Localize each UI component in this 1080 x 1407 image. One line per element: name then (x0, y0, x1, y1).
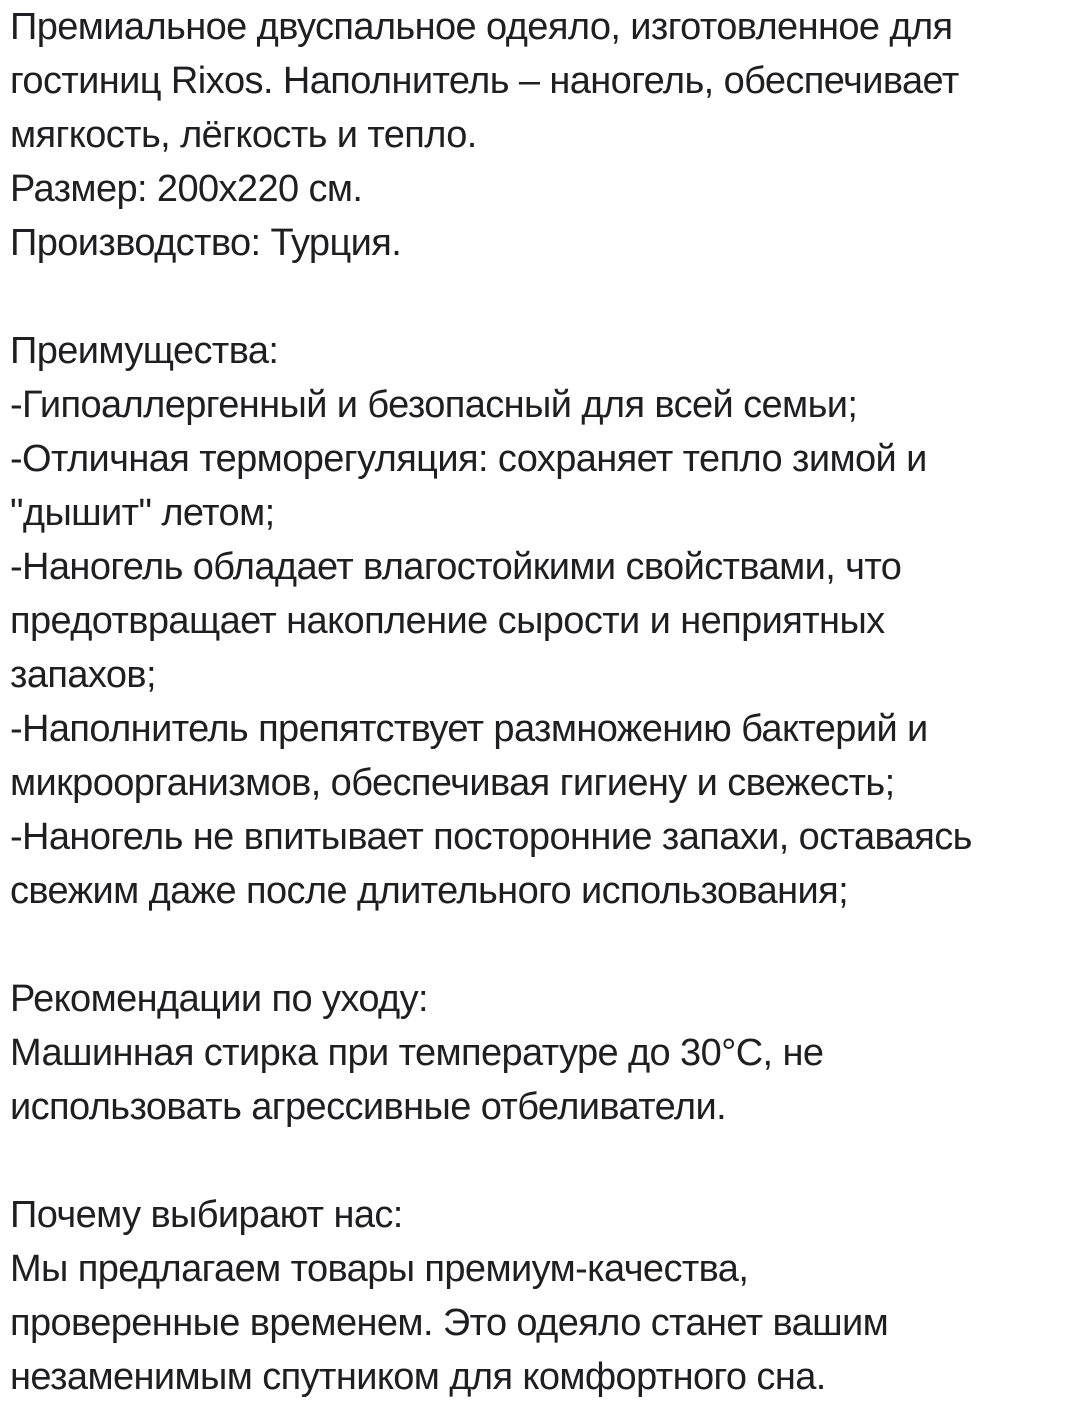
why-us-line: Мы предлагаем товары премиум-качества, (10, 1248, 749, 1290)
intro-line: гостиниц Rixos. Наполнитель – наногель, обеспечивает (10, 60, 959, 102)
why-us-heading: Почему выбирают нас: (10, 1194, 403, 1236)
advantage-line: -Гипоаллергенный и безопасный для всей семьи; (10, 384, 858, 426)
advantages-section (10, 324, 1078, 918)
advantages-heading: Преимущества: (10, 330, 279, 372)
intro-line: мягкость, лёгкость и тепло. (10, 114, 477, 156)
why-us-section (10, 1188, 1078, 1404)
intro-section (10, 0, 1078, 270)
product-description-text (10, 0, 1078, 1404)
advantage-line: запахов; (10, 654, 156, 696)
intro-line: Премиальное двуспальное одеяло, изготовленное для (10, 6, 953, 48)
care-section (10, 972, 1078, 1134)
advantage-line: -Наполнитель препятствует размножению бактерий и (10, 708, 928, 750)
advantage-line: предотвращает накопление сырости и неприятных (10, 600, 885, 642)
advantage-line: микроорганизмов, обеспечивая гигиену и свежесть; (10, 762, 895, 804)
paragraph-gap (10, 270, 1078, 324)
why-us-line: незаменимым спутником для комфортного сна. (10, 1356, 826, 1398)
advantage-line: "дышит" летом; (10, 492, 275, 534)
care-line: использовать агрессивные отбеливатели. (10, 1086, 727, 1128)
paragraph-gap (10, 918, 1078, 972)
advantage-line: -Наногель не впитывает посторонние запахи, оставаясь (10, 816, 972, 858)
advantage-line: -Отличная терморегуляция: сохраняет тепло зимой и (10, 438, 927, 480)
size-line: Размер: 200х220 см. (10, 168, 363, 210)
paragraph-gap (10, 1134, 1078, 1188)
advantage-line: -Наногель обладает влагостойкими свойствами, что (10, 546, 902, 588)
advantage-line: свежим даже после длительного использования; (10, 870, 849, 912)
care-heading: Рекомендации по уходу: (10, 978, 428, 1020)
why-us-line: проверенные временем. Это одеяло станет вашим (10, 1302, 889, 1344)
origin-line: Производство: Турция. (10, 222, 402, 264)
care-line: Машинная стирка при температуре до 30°C, не (10, 1032, 824, 1074)
